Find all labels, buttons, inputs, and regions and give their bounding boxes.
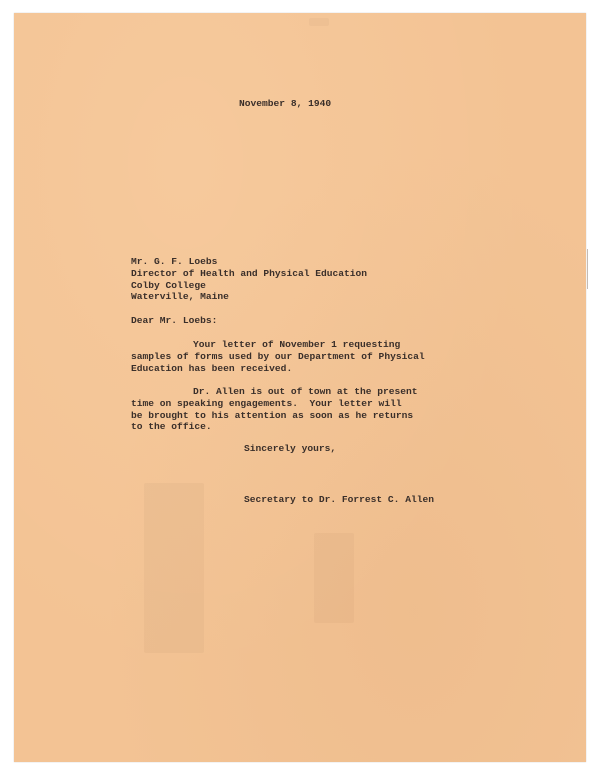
paragraph-line: time on speaking engagements. Your letter will — [131, 397, 402, 409]
closing: Sincerely yours, — [244, 443, 337, 454]
paragraph-line: be brought to his attention as soon as he returns — [131, 409, 414, 421]
paragraph-line: Dr. Allen is out of town at the present — [193, 386, 418, 397]
recipient-address — [131, 256, 367, 303]
paper-edge-mark — [587, 249, 588, 289]
signature-line: Secretary to Dr. Forrest C. Allen — [244, 494, 434, 505]
paper-smudge — [144, 483, 204, 653]
body-paragraph-2 — [131, 386, 418, 433]
recipient-name: Mr. G. F. Loebs — [131, 256, 218, 267]
recipient-title: Director of Health and Physical Education — [131, 267, 368, 279]
letter-date: November 8, 1940 — [239, 98, 332, 109]
paper-smudge — [309, 18, 329, 26]
recipient-institution: Colby College — [131, 279, 206, 291]
body-paragraph-1 — [131, 339, 425, 374]
paragraph-line: Your letter of November 1 requesting — [193, 339, 401, 350]
paragraph-line: Education has been received. — [131, 362, 293, 374]
paper-smudge — [314, 533, 354, 623]
paragraph-line: to the office. — [131, 421, 212, 433]
paragraph-line: samples of forms used by our Department of Physical — [131, 350, 425, 362]
salutation: Dear Mr. Loebs: — [131, 315, 218, 326]
recipient-city: Waterville, Maine — [131, 291, 229, 303]
